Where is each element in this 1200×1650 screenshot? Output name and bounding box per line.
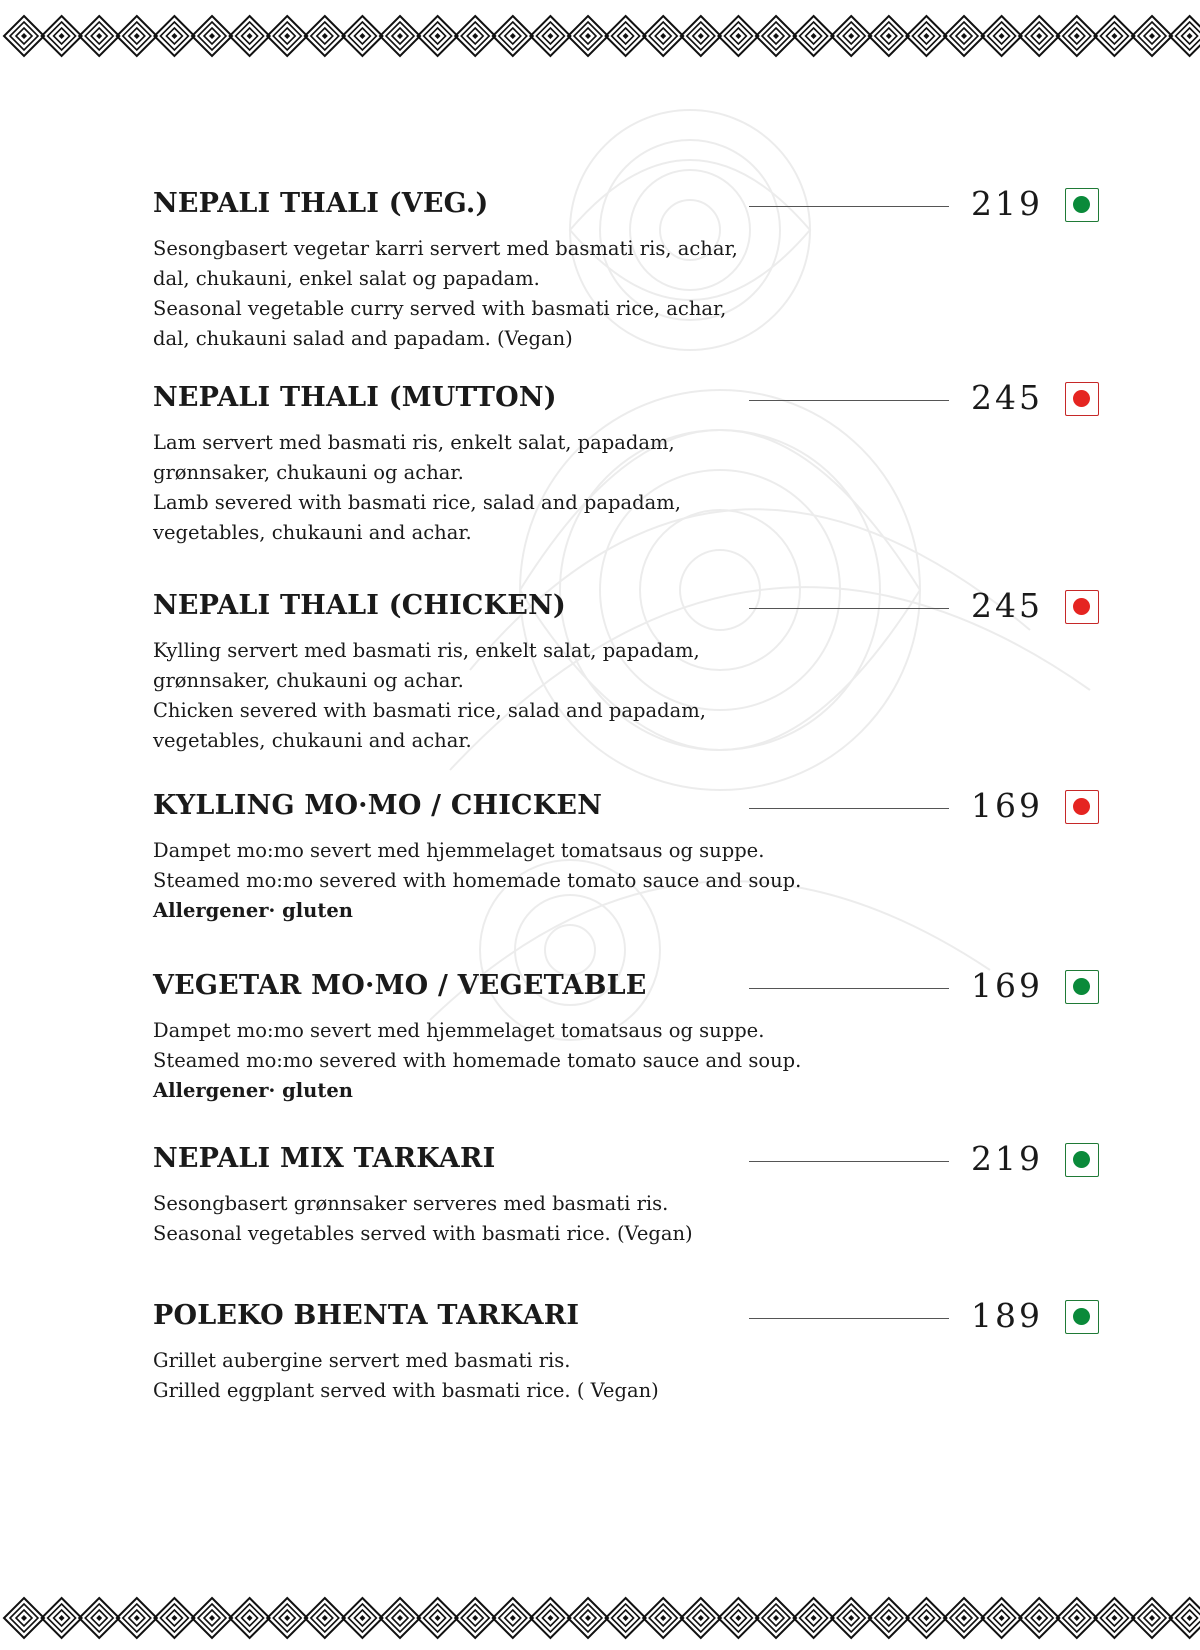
description-line: grønnsaker, chukauni og achar. [153,669,464,692]
description-line: Sesongbasert grønnsaker serveres med basmati ris. [153,1192,669,1215]
veg-indicator-icon [1065,1143,1099,1177]
price-leader-line [749,1318,949,1319]
indicator-dot-icon [1073,390,1090,407]
description-line: Lamb severed with basmati rice, salad and papadam, [153,491,681,514]
description-line: Seasonal vegetable curry served with basmati rice, achar, [153,297,727,320]
diamond-center-icon [1036,1615,1042,1621]
price-leader-line [749,1161,949,1162]
menu-item-name: POLEKO BHENTA TARKARI [153,1300,580,1331]
diamond-center-icon [209,1615,215,1621]
diamond-center-icon [1187,1615,1193,1621]
bottom-diamond-border [0,1596,1200,1640]
menu-item-name: NEPALI THALI (VEG.) [153,188,489,219]
nonveg-indicator-icon [1065,590,1099,624]
menu-item-price: 169 [971,966,1043,1005]
menu-item-name: KYLLING MO·MO / CHICKEN [153,790,603,821]
description-line: Steamed mo:mo severed with homemade tomato sauce and soup. [153,869,802,892]
indicator-dot-icon [1073,598,1090,615]
veg-indicator-icon [1065,1300,1099,1334]
description-line: Steamed mo:mo severed with homemade tomato sauce and soup. [153,1049,802,1072]
diamond-center-icon [811,1615,817,1621]
menu-item-description [153,1016,853,1106]
diamond-center-icon [623,1615,629,1621]
description-line: Chicken severed with basmati rice, salad and papadam, [153,699,706,722]
menu-item-price: 245 [971,586,1043,625]
menu-item-description [153,1189,853,1249]
description-line: Sesongbasert vegetar karri servert med basmati ris, achar, [153,237,738,260]
diamond-center-icon [59,1615,65,1621]
diamond-center-icon [999,1615,1005,1621]
description-line: dal, chukauni salad and papadam. (Vegan) [153,327,573,350]
indicator-dot-icon [1073,1151,1090,1168]
menu-item-name: NEPALI THALI (CHICKEN) [153,590,566,621]
description-line: Seasonal vegetables served with basmati rice. (Vegan) [153,1222,693,1245]
diamond-center-icon [585,1615,591,1621]
diamond-center-icon [547,1615,553,1621]
diamond-center-icon [96,1615,102,1621]
menu-item-price: 169 [971,786,1043,825]
indicator-dot-icon [1073,978,1090,995]
description-line: dal, chukauni, enkel salat og papadam. [153,267,540,290]
description-line: Grilled eggplant served with basmati rice. ( Vegan) [153,1379,659,1402]
nonveg-indicator-icon [1065,382,1099,416]
menu-item-name: NEPALI THALI (MUTTON) [153,382,557,413]
allergen-note: Allergener· gluten [153,1079,353,1102]
diamond-center-icon [510,1615,516,1621]
diamond-center-icon [660,1615,666,1621]
diamond-center-icon [1149,1615,1155,1621]
diamond-center-icon [21,1615,27,1621]
description-line: Kylling servert med basmati ris, enkelt salat, papadam, [153,639,700,662]
menu-item-description [153,234,853,354]
indicator-dot-icon [1073,1308,1090,1325]
menu-item-price: 219 [971,1139,1043,1178]
diamond-center-icon [134,1615,140,1621]
description-line: vegetables, chukauni and achar. [153,521,472,544]
diamond-center-icon [1111,1615,1117,1621]
diamond-ornament-icon [1170,1598,1200,1638]
diamond-center-icon [359,1615,365,1621]
menu-item-description [153,636,853,756]
description-line: Grillet aubergine servert med basmati ris. [153,1349,571,1372]
diamond-center-icon [735,1615,741,1621]
menu-item-description [153,1346,853,1406]
diamond-center-icon [1074,1615,1080,1621]
price-leader-line [749,808,949,809]
menu-item-price: 245 [971,378,1043,417]
menu-item-description [153,836,853,926]
description-line: Lam servert med basmati ris, enkelt salat, papadam, [153,431,675,454]
diamond-center-icon [284,1615,290,1621]
menu-item-name: NEPALI MIX TARKARI [153,1143,496,1174]
price-leader-line [749,988,949,989]
diamond-center-icon [886,1615,892,1621]
diamond-center-icon [322,1615,328,1621]
diamond-center-icon [923,1615,929,1621]
diamond-center-icon [435,1615,441,1621]
description-line: Dampet mo:mo severt med hjemmelaget tomatsaus og suppe. [153,839,765,862]
price-leader-line [749,400,949,401]
description-line: vegetables, chukauni and achar. [153,729,472,752]
diamond-center-icon [171,1615,177,1621]
diamond-center-icon [848,1615,854,1621]
menu-item-name: VEGETAR MO·MO / VEGETABLE [153,970,647,1001]
diamond-center-icon [397,1615,403,1621]
diamond-center-icon [247,1615,253,1621]
price-leader-line [749,608,949,609]
menu-item-description [153,428,853,548]
diamond-center-icon [961,1615,967,1621]
description-line: Dampet mo:mo severt med hjemmelaget tomatsaus og suppe. [153,1019,765,1042]
menu-item-price: 189 [971,1296,1043,1335]
indicator-dot-icon [1073,798,1090,815]
veg-indicator-icon [1065,970,1099,1004]
allergen-note: Allergener· gluten [153,899,353,922]
diamond-center-icon [698,1615,704,1621]
diamond-center-icon [773,1615,779,1621]
description-line: grønnsaker, chukauni og achar. [153,461,464,484]
veg-indicator-icon [1065,188,1099,222]
price-leader-line [749,206,949,207]
indicator-dot-icon [1073,196,1090,213]
nonveg-indicator-icon [1065,790,1099,824]
menu-item-price: 219 [971,184,1043,223]
diamond-center-icon [472,1615,478,1621]
